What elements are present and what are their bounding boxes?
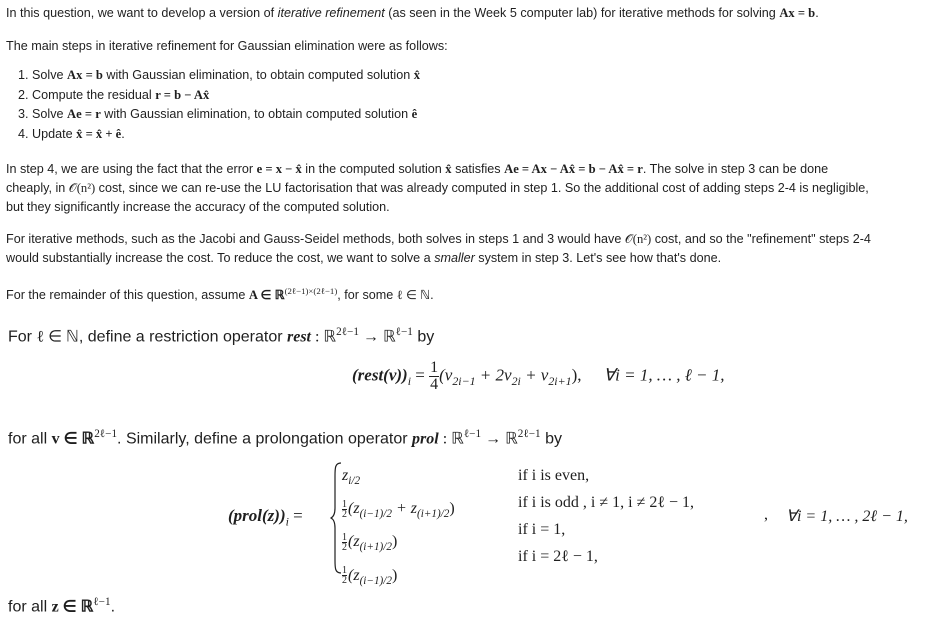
prolongation-lhs: $(prol(z))_i$ = (228, 506, 303, 529)
list-item: 3. Solve Ae = r with Gaussian elimination, to obtain computed solution ê (18, 107, 418, 121)
prolongation-comma: , (764, 506, 768, 523)
prol-operator: prol (412, 430, 439, 448)
steps-intro: The main steps in iterative refinement for Gaussian elimination were as follows: (6, 39, 448, 53)
cases-conditions: if i is even, if i is odd , i ≠ 1, i ≠ 2ℓ − 1, if i = 1, if i = 2ℓ − 1, (518, 467, 695, 565)
restriction-equation: $(rest(v))_i$ = $\frac{1}{4}$ $(v_{2i-1} + 2v_{2i} + v_{2i+1})$, ∀i = 1, … , ℓ − 1, (352, 359, 725, 393)
case-odd: $\frac{1}{2}(z_{(i-1)/2} + z_{(i+1)/2})$ (342, 499, 455, 521)
list-item: 2. Compute the residual r = b − Ax̂ (18, 87, 210, 102)
steps-list (0, 66, 420, 144)
restriction-definition: For ℓ ∈ ℕ, define a restriction operator rest : ℝ$^{2\ell-1}$ → ℝ$^{\ell-1}$ by (8, 326, 435, 346)
case-even: $z_{i/2}$ (342, 467, 361, 488)
iterative-methods-paragraph: For iterative methods, such as the Jacobi and Gauss-Seidel methods, both solves in steps 1 and 3 would have 𝒪(n²) cost, and so the "refinement" steps 2-4 would substantially increase the cost. To reduce the cost, we want to solve a smaller system in step 3. Let's see how that's done. (6, 232, 871, 265)
cases-expressions (342, 462, 455, 595)
error-paragraph: In step 4, we are using the fact that the error e = x − x̂ in the computed solution x̂ satisfies Ae = Ax − Ax̂ = b − Ax̂ = r. The solve in step 3 can be done cheaply, in 𝒪(n²) cost, since we can re-use the LU factorisation that was already computed in step 1. So the additional cost of adding steps 2-4 is negligible, but they significantly increase the accuracy of the computed solution. (6, 162, 869, 214)
case-last: $\frac{1}{2}(z_{(i-1)/2})$ (342, 565, 398, 587)
rest-operator: rest (286, 328, 311, 346)
prolongation-footer: for all z ∈ ℝ$^{\ell-1}$. (8, 596, 116, 616)
list-item: 4. Update x̂ = x̂ + ê. (18, 126, 125, 141)
prolongation-definition: for all v ∈ ℝ$^{2\ell-1}$. Similarly, define a prolongation operator prol : ℝ$^{\ell-1}$ → ℝ$^{2\ell-1}$ by (8, 428, 562, 448)
system-equation: Ax = b (779, 6, 816, 20)
prolongation-forall: ∀i = 1, … , 2ℓ − 1, (786, 508, 908, 525)
case-first: $\frac{1}{2}(z_{(i+1)/2})$ (342, 532, 398, 554)
cases-brace (330, 462, 342, 574)
list-item: 1. Solve Ax = b with Gaussian elimination, to obtain computed solution x̂ (18, 68, 421, 82)
intro-paragraph: In this question, we want to develop a version of iterative refinement (as seen in the Week 5 computer lab) for iterative methods for solving Ax = b. (6, 6, 819, 20)
assumption-paragraph: For the remainder of this question, assume A ∈ ℝ$^{(2\ell-1)\times(2\ell-1)}$, for some ℓ ∈ ℕ. (6, 286, 434, 303)
iterative-refinement-emphasis: iterative refinement (277, 6, 385, 20)
